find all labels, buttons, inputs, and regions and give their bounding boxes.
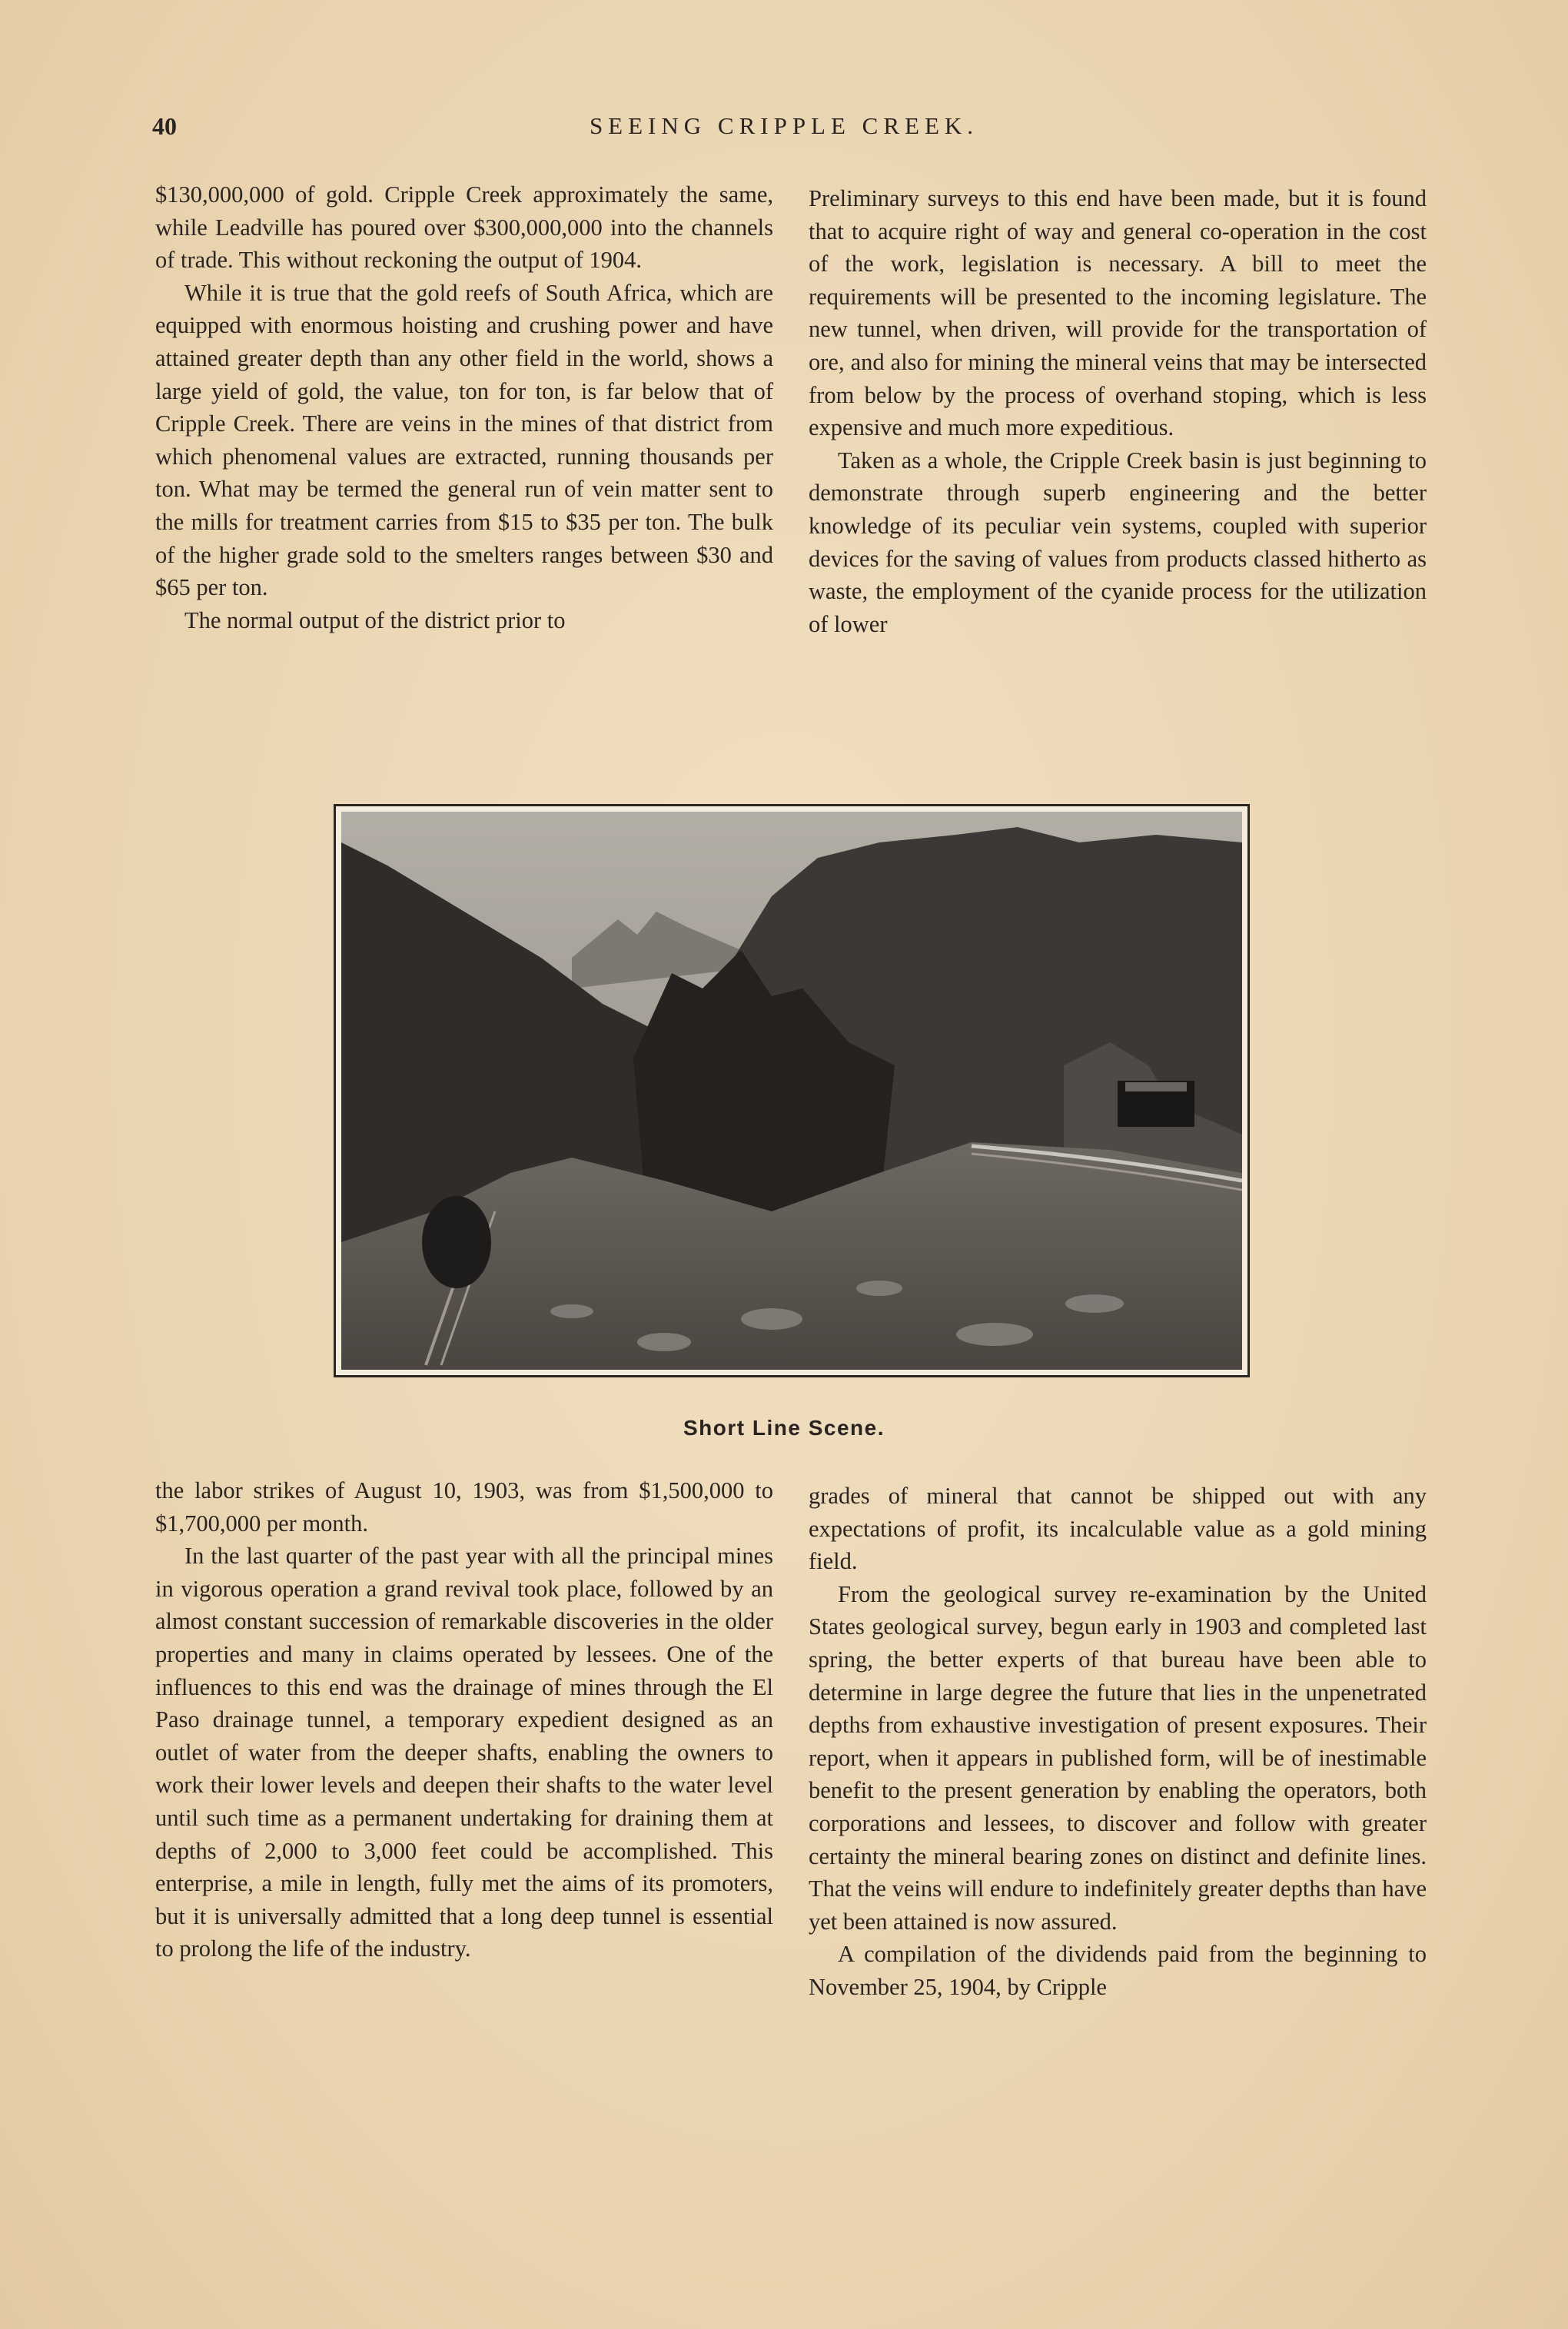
figure-caption: Short Line Scene. <box>683 1416 885 1440</box>
paragraph: While it is true that the gold reefs of South Africa, which are equipped with enormous hoisting and crushing power and have attained greater depth than any other field in the world, shows a large yield of gold, the value, ton for ton, is far below that of Cripple Creek. There are veins in the mines of that district from which phenomenal values are extracted, running thousands per ton. What may be termed the general run of vein matter sent to the mills for treatment carries from $15 to $35 per ton. The bulk of the higher grade sold to the smelters ranges between $30 and $65 per ton. <box>155 279 773 601</box>
text-column-bottom-right <box>809 1480 1427 2004</box>
paragraph: Preliminary surveys to this end have been made, but it is found that to acquire right of way and general co-operation in the cost of the work, legislation is necessary. A bill to meet the requirements will be presented to the incoming legislature. The new tunnel, when driven, will provide for the transportation of ore, and also for mining the mineral veins that may be intersected from below by the process of overhand stoping, which is less expensive and much more expeditious. <box>809 185 1427 441</box>
paragraph: In the last quarter of the past year with all the principal mines in vigorous operation a grand revival took place, followed by an almost constant succession of remarkable discoveries in the older properties and many in claims operated by lessees. One of the influences to this end was the drainage of mines through the El Paso drainage tunnel, a temporary expedient designed as an outlet of water from the deeper shafts, enabling the owners to work their lower levels and deepen their shafts to the water level until such time as a permanent undertaking for draining them at depths of 2,000 to 3,000 feet could be accomplished. This enterprise, a mile in length, fully met the aims of its promoters, but it is universally admitted that a long deep tunnel is essential to prolong the life of the industry. <box>155 1543 773 1962</box>
paragraph: The normal output of the district prior to <box>184 606 566 633</box>
text-column-top-left <box>155 178 773 636</box>
paragraph: grades of mineral that cannot be shipped out with any expectations of profit, its incalculable value as a gold mining field. <box>809 1483 1427 1575</box>
paragraph: From the geological survey re-examination by the United States geological survey, begun early in 1903 and completed last spring, the better experts of that bureau have been able to determine in large degree the future that lies in the unpenetrated depths from exhaustive investigation of present exposures. Their report, when it appears in published form, will be of inestimable benefit to the present generation by enabling the operators, both corporations and lessees, to discover and follow with greater certainty the mineral bearing zones on distinct and definite lines. That the veins will endure to indefinitely greater depths than have yet been attained is now assured. <box>809 1580 1427 1935</box>
paragraph: $130,000,000 of gold. Cripple Creek approximately the same, while Leadville has poured over $300,000,000 into the channels of trade. This without reckoning the output of 1904. <box>155 181 773 274</box>
mountain-landscape-photo <box>341 812 1242 1370</box>
page-number: 40 <box>152 112 177 140</box>
paragraph: A compilation of the dividends paid from the beginning to November 25, 1904, by Cripple <box>809 1941 1427 2000</box>
paragraph: Taken as a whole, the Cripple Creek basin is just beginning to demonstrate through superb engineering and the better knowledge of its peculiar vein systems, coupled with superior devices for the saving of values from products classed hitherto as waste, the employment of the cyanide process for the utilization of lower <box>809 447 1427 637</box>
photo-short-line-scene <box>334 804 1250 1377</box>
paragraph: the labor strikes of August 10, 1903, was from $1,500,000 to $1,700,000 per month. <box>155 1477 773 1537</box>
running-head: SEEING CRIPPLE CREEK. <box>589 112 979 139</box>
text-column-top-right <box>809 182 1427 640</box>
text-column-bottom-left <box>155 1474 773 1965</box>
